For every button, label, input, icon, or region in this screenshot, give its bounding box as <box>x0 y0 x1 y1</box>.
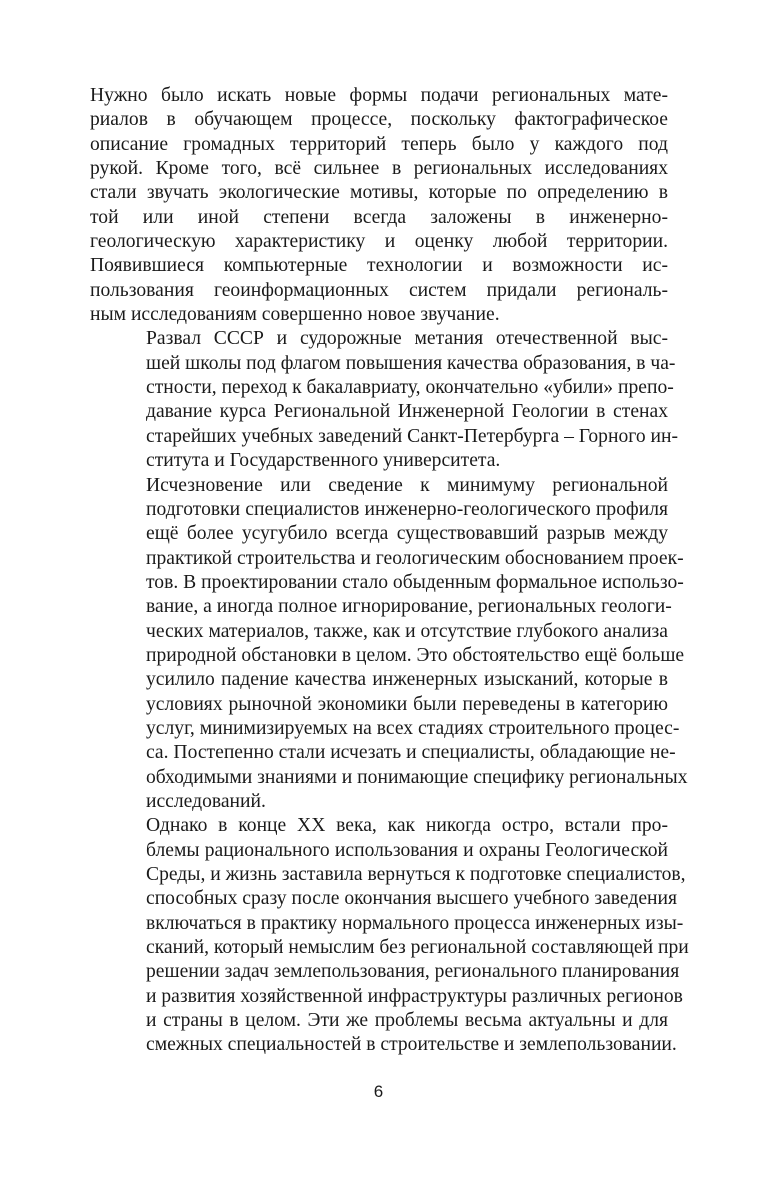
text-line: Исчезновение или сведение к минимуму региональной <box>146 474 668 496</box>
text-line: Появившиеся компьютерные технологии и возможности ис- <box>90 255 668 277</box>
text-line: включаться в практику нормального процесса инженерных изы- <box>146 912 684 934</box>
text-line: исследований. <box>146 790 266 812</box>
text-line: ным исследованиям совершенно новое звучание. <box>90 304 500 326</box>
text-line: способных сразу после окончания высшего учебного заведения <box>146 888 678 910</box>
text-line: решении задач землепользования, регионального планирования <box>146 961 680 983</box>
paragraph-1 <box>90 84 668 327</box>
text-line: пользования геоинформационных систем придали региональ- <box>90 279 668 301</box>
paragraph-4 <box>90 814 689 1057</box>
text-line: сканий, который немыслим без региональной составляющей при <box>146 937 689 959</box>
text-line: услуг, минимизируемых на всех стадиях строительного процес- <box>146 717 680 739</box>
text-line: ческих материалов, также, как и отсутствие глубокого анализа <box>146 620 668 642</box>
text-line: стали звучать экологические мотивы, которые по определению в <box>90 182 668 204</box>
text-line: природной обстановки в целом. Это обстоятельство ещё больше <box>146 644 685 666</box>
text-line: са. Постепенно стали исчезать и специалисты, обладающие не- <box>146 742 676 764</box>
text-line: ещё более усугубило всегда существовавший разрыв между <box>146 523 668 545</box>
body-text <box>90 84 689 1058</box>
text-line: ститута и Государственного университета. <box>146 450 501 472</box>
text-line: Однако в конце XX века, как никогда остро, встали про- <box>146 815 668 837</box>
text-line: рукой. Кроме того, всё сильнее в региональных исследованиях <box>90 158 668 180</box>
paragraph-3 <box>90 474 688 815</box>
text-line: вание, а иногда полное игнорирование, региональных геологи- <box>146 596 672 618</box>
text-line: усилило падение качества инженерных изысканий, которые в <box>146 669 668 691</box>
text-line: той или иной степени всегда заложены в инженерно- <box>90 206 668 228</box>
text-line: описание громадных территорий теперь было у каждого под <box>90 133 668 155</box>
text-line: практикой строительства и геологическим обоснованием проек- <box>146 547 684 569</box>
text-line: и страны в целом. Эти же проблемы весьма актуальны и для <box>146 1010 668 1032</box>
text-line: Развал СССР и судорожные метания отечественной выс- <box>146 328 668 350</box>
text-line: стности, переход к бакалавриату, окончательно «убили» препо- <box>146 377 674 399</box>
text-line: обходимыми знаниями и понимающие специфику региональных <box>146 766 688 788</box>
text-line: старейших учебных заведений Санкт-Петербурга – Горного ин- <box>146 425 679 447</box>
text-line: Среды, и жизнь заставила вернуться к подготовке специалистов, <box>146 864 686 885</box>
text-line: шей школы под флагом повышения качества образования, в ча- <box>146 352 676 374</box>
text-line: условиях рыночной экономики были переведены в категорию <box>146 693 668 715</box>
text-line: смежных специальностей в строительстве и землепользовании. <box>146 1034 677 1056</box>
text-line: блемы рационального использования и охраны Геологической <box>146 839 668 861</box>
text-line: подготовки специалистов инженерно-геологического профиля <box>146 498 668 520</box>
page-number: 6 <box>373 1082 384 1101</box>
text-line: давание курса Региональной Инженерной Геологии в стенах <box>146 401 668 423</box>
text-line: и развития хозяйственной инфраструктуры различных регионов <box>146 985 683 1007</box>
text-line: Нужно было искать новые формы подачи региональных мате- <box>90 85 668 106</box>
text-line: риалов в обучающем процессе, поскольку фактографическое <box>90 109 668 131</box>
text-line: тов. В проектировании стало обыденным формальное использо- <box>146 571 684 593</box>
paragraph-2 <box>90 327 679 473</box>
text-line: геологическую характеристику и оценку любой территории. <box>90 231 668 253</box>
